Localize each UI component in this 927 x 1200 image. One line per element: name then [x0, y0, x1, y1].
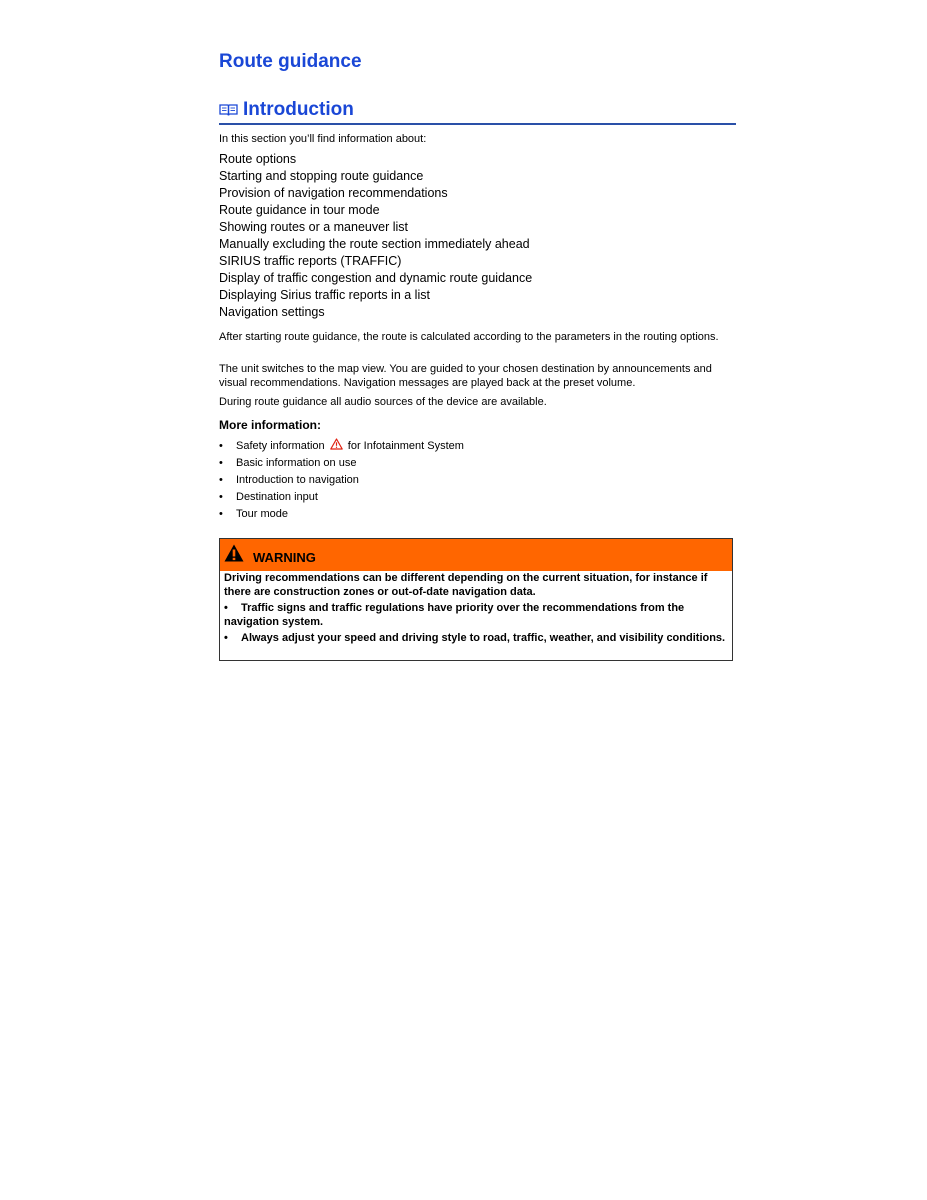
warning-label: WARNING — [253, 550, 316, 565]
bullet: • — [219, 457, 223, 469]
more-info-link: Tour mode — [236, 508, 288, 520]
list-item: Showing routes or a maneuver list — [219, 220, 408, 234]
list-item: Provision of navigation recommendations — [219, 186, 448, 200]
list-item: Displaying Sirius traffic reports in a list — [219, 288, 430, 302]
book-icon — [219, 103, 238, 117]
warning-bullet — [224, 602, 730, 629]
list-item: Route guidance in tour mode — [219, 203, 380, 217]
warning-bullet-text: Always adjust your speed and driving style to road, traffic, weather, and visibility conditions. — [241, 632, 726, 644]
paragraph: During route guidance all audio sources of the device are available. — [219, 396, 547, 408]
bullet: • — [219, 474, 223, 486]
topic-list — [219, 151, 532, 321]
list-item: Manually excluding the route section immediately ahead — [219, 237, 530, 251]
paragraph: The unit switches to the map view. You are guided to your chosen destination by announcements and visual recommendations. Navigation messages are played back at the preset volume. — [219, 363, 712, 389]
bullet: • — [224, 632, 228, 644]
bullet: • — [219, 440, 223, 452]
warning-bullet — [224, 632, 730, 646]
bullet: • — [219, 508, 223, 520]
more-info-link: Destination input — [236, 491, 318, 503]
warning-text: Driving recommendations can be different depending on the current situation, for instance if there are construction zones or out-of-date navigation data. — [224, 572, 708, 598]
list-item: Starting and stopping route guidance — [219, 169, 424, 183]
more-info-link-suffix: for Infotainment System — [347, 440, 464, 452]
intro-text: In this section you’ll find information about: — [219, 133, 427, 145]
more-info-link: Safety information — [236, 440, 325, 452]
page-title: Route guidance — [219, 51, 362, 72]
warning-triangle-icon — [330, 438, 343, 450]
warning-header — [220, 539, 732, 571]
list-item: Route options — [219, 152, 297, 166]
section-header — [219, 99, 736, 125]
alert-icon — [224, 544, 244, 562]
list-item: Navigation settings — [219, 305, 325, 319]
list-item: Display of traffic congestion and dynamic route guidance — [219, 271, 533, 285]
bullet: • — [219, 491, 223, 503]
warning-bullet-text: Traffic signs and traffic regulations have priority over the recommendations from the navigation system. — [224, 602, 685, 628]
section-title: Introduction — [243, 99, 354, 120]
bullet: • — [224, 602, 228, 614]
paragraph: After starting route guidance, the route is calculated according to the parameters in the routing options. — [219, 331, 719, 343]
more-info-link: Introduction to navigation — [236, 474, 359, 486]
more-info-link: Basic information on use — [236, 457, 357, 469]
more-info-heading: More information: — [219, 418, 321, 432]
warning-box — [219, 538, 733, 661]
list-item: SIRIUS traffic reports (TRAFFIC) — [219, 254, 402, 268]
